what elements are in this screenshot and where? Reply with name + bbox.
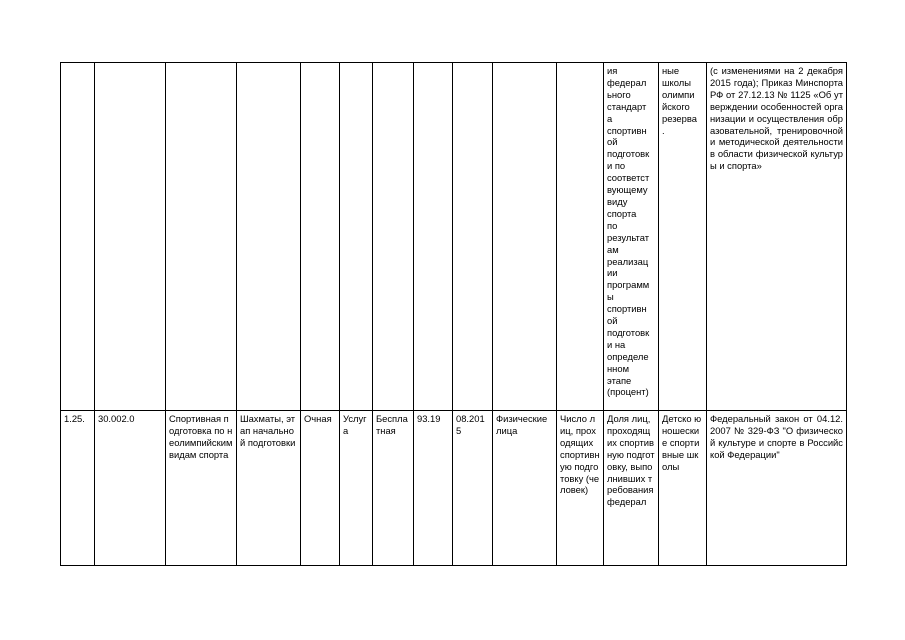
cell-quality-indicator: ия федерал ьного стандарт а спортивн ой подготовк и по соответст вующему виду спорта по результат ам реализац ии программ ы спортивн ой подготовк и на определе нном этапе (процент) xyxy=(604,63,659,411)
cell-service: Спортивная подготовка по неолимпийским видам спорта xyxy=(166,411,237,566)
cell-volume-indicator: Число лиц, проходящих спортивную подготовку (человек) xyxy=(557,411,604,566)
cell-quality-indicator: Доля лиц, проходящих спортивную подготовку, выполнивших требования федерал xyxy=(604,411,659,566)
cell-code: 30.002.0 xyxy=(95,411,166,566)
cell-volume-indicator xyxy=(557,63,604,411)
cell-consumers: Физические лица xyxy=(493,411,557,566)
cell-legal-basis: Федеральный закон от 04.12.2007 № 329-ФЗ "О физической культуре и спорте в Российской Федерации" xyxy=(707,411,847,566)
cell-form xyxy=(301,63,340,411)
cell-date: 08.2015 xyxy=(453,411,493,566)
cell-variant: Шахматы, этап начальной подготовки xyxy=(237,411,301,566)
cell-variant xyxy=(237,63,301,411)
cell-consumers xyxy=(493,63,557,411)
cell-institutions: Детско юношеские спортивные школы xyxy=(659,411,707,566)
table-row xyxy=(61,411,847,566)
table-row xyxy=(61,63,847,411)
cell-legal-basis: (с изменениями на 2 декабря 2015 года); Приказ Минспорта РФ от 27.12.13 № 1125 «Об утверждении особенностей организации и осуществления образовательной, тренировочной и методической деятельности в области физической культуры и спорта» xyxy=(707,63,847,411)
services-table xyxy=(60,62,847,566)
cell-date xyxy=(453,63,493,411)
cell-number: 1.25. xyxy=(61,411,95,566)
cell-institutions: ные школы олимпи йского резерва . xyxy=(659,63,707,411)
cell-okved xyxy=(414,63,453,411)
cell-service xyxy=(166,63,237,411)
cell-form: Очная xyxy=(301,411,340,566)
cell-payment: Бесплатная xyxy=(373,411,414,566)
cell-payment xyxy=(373,63,414,411)
cell-code xyxy=(95,63,166,411)
cell-type: Услуга xyxy=(340,411,373,566)
cell-okved: 93.19 xyxy=(414,411,453,566)
cell-type xyxy=(340,63,373,411)
cell-number xyxy=(61,63,95,411)
